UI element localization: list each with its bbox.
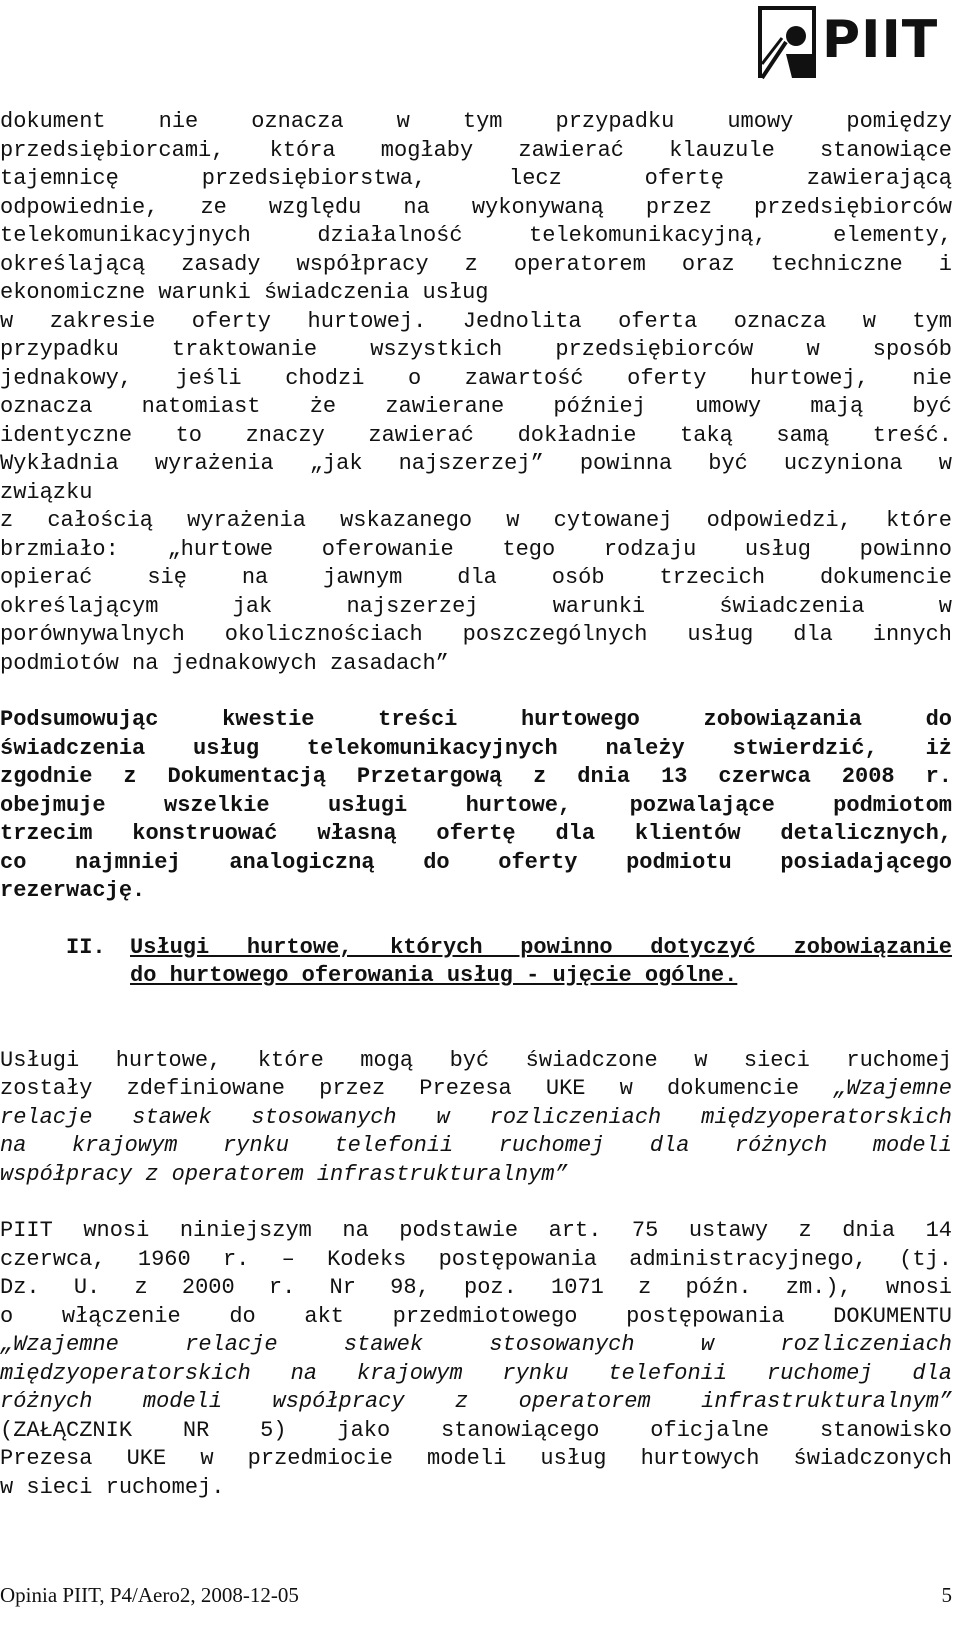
text-line: identyczne to znaczy zawierać dokładnie taką samą treść. (0, 422, 952, 448)
paragraph-wholesale-services (0, 1047, 952, 1190)
text-line: Prezesa UKE w przedmiocie modeli usług hurtowych świadczonych (0, 1446, 952, 1471)
text-line: odpowiednie, ze względu na wykonywaną przez przedsiębiorców (0, 194, 952, 220)
page-number: 5 (941, 1583, 952, 1607)
text-line: „Wzajemne relacje stawek stosowanych w rozliczeniach (0, 1332, 952, 1357)
text-line: Podsumowując kwestie treści hurtowego zobowiązania do (0, 707, 952, 732)
text-line: oznacza natomiast że zawierane później umowy mają być (0, 394, 952, 419)
section-title (130, 934, 952, 991)
text-line: o włączenie do akt przedmiotowego postępowania DOKUMENTU (0, 1303, 952, 1329)
text-line: trzecim konstruować własną ofertę dla klientów detalicznych, (0, 821, 952, 846)
text-line: w sieci ruchomej. (0, 1474, 225, 1500)
text-line: zostały zdefiniowane przez Prezesa UKE w dokumencie „Wzajemne (0, 1076, 952, 1101)
text-line: określającym jak najszerzej warunki świadczenia w (0, 593, 952, 619)
text-line: czerwca, 1960 r. – Kodeks postępowania administracyjnego, (tj. (0, 1246, 952, 1272)
text-line: współpracy z operatorem infrastrukturalnym” (0, 1161, 568, 1187)
text-line: związku (0, 479, 93, 505)
text-line: określającą zasady współpracy z operatorem oraz techniczne i (0, 251, 952, 277)
text-line: jednakowy, jeśli chodzi o zawartość oferty hurtowej, nie (0, 365, 952, 391)
paragraph-motion (0, 1217, 952, 1502)
text-line: ekonomiczne warunki świadczenia usług (0, 280, 489, 305)
text-line: rezerwację. (0, 878, 146, 903)
text-line: (ZAŁĄCZNIK NR 5) jako stanowiącego oficjalne stanowisko (0, 1417, 952, 1443)
logo-text: PIIT (822, 10, 939, 70)
text-line: podmiotów na jednakowych zasadach” (0, 650, 449, 676)
text-line: przypadku traktowanie wszystkich przedsiębiorców w sposób (0, 337, 952, 362)
text-line: dokument nie oznacza w tym przypadku umowy pomiędzy (0, 109, 952, 134)
text-line: świadczenia usług telekomunikacyjnych należy stwierdzić, iż (0, 735, 952, 761)
document-body (0, 108, 952, 1502)
text-line: przedsiębiorcami, która mogłaby zawierać klauzule stanowiące (0, 137, 952, 163)
text-line: co najmniej analogiczną do oferty podmiotu posiadającego (0, 849, 952, 875)
text-line: zgodnie z Dokumentacją Przetargową z dnia 13 czerwca 2008 r. (0, 764, 952, 789)
text-line: Wykładnia wyrażenia „jak najszerzej” powinna być uczyniona w (0, 451, 952, 476)
text-line: obejmuje wszelkie usługi hurtowe, pozwalające podmiotom (0, 792, 952, 818)
text-line: różnych modeli współpracy z operatorem infrastrukturalnym” (0, 1389, 952, 1414)
text-line: opierać się na jawnym dla osób trzecich dokumencie (0, 565, 952, 590)
section-heading (0, 934, 952, 991)
text-line: brzmiało: „hurtowe oferowanie tego rodzaju usług powinno (0, 536, 952, 562)
text-line: porównywalnych okolicznościach poszczególnych usług dla innych (0, 622, 952, 647)
section-number: II. (66, 934, 106, 960)
text-line: Usługi hurtowe, które mogą być świadczone w sieci ruchomej (0, 1047, 952, 1073)
text-line: relacje stawek stosowanych w rozliczeniach międzyoperatorskich (0, 1104, 952, 1130)
text-line: PIIT wnosi niniejszym na podstawie art. 75 ustawy z dnia 14 (0, 1218, 952, 1243)
text-line: międzyoperatorskich na krajowym rynku telefonii ruchomej dla (0, 1360, 952, 1386)
footer-reference: Opinia PIIT, P4/Aero2, 2008-12-05 (0, 1583, 299, 1607)
text-line: do hurtowego oferowania usług - ujęcie ogólne. (130, 963, 738, 988)
text-line: telekomunikacyjnych działalność telekomunikacyjną, elementy, (0, 223, 952, 248)
paragraph-1 (0, 108, 952, 678)
text-line: z całością wyrażenia wskazanego w cytowanej odpowiedzi, które (0, 508, 952, 533)
text-line: w zakresie oferty hurtowej. Jednolita oferta oznacza w tym (0, 308, 952, 334)
text-line: na krajowym rynku telefonii ruchomej dla różnych modeli (0, 1133, 952, 1158)
text-line: Dz. U. z 2000 r. Nr 98, poz. 1071 z późn. zm.), wnosi (0, 1275, 952, 1300)
paragraph-summary (0, 706, 952, 906)
text-line: Usługi hurtowe, których powinno dotyczyć zobowiązanie (130, 934, 952, 960)
text-line: tajemnicę przedsiębiorstwa, lecz ofertę zawierającą (0, 166, 952, 191)
